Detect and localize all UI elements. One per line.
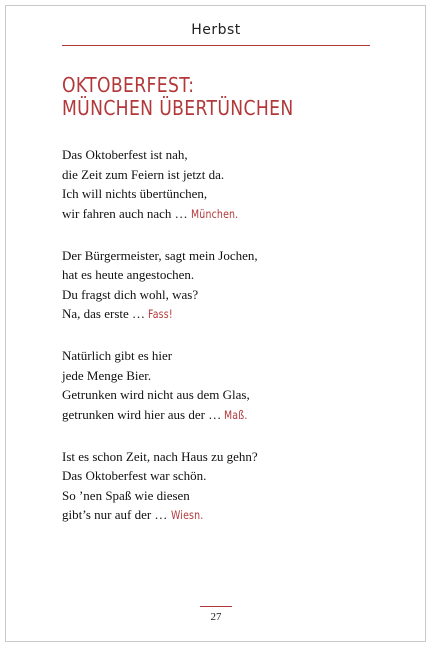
poem-line: Getrunken wird nicht aus dem Glas, (62, 387, 250, 402)
poem-line: Ich will nichts übertünchen, (62, 186, 208, 201)
poem-line-text: gibt’s nur auf der … (62, 507, 168, 522)
rhyme-word: Wiesn. (170, 508, 204, 522)
poem-title (62, 74, 294, 120)
poem-line: die Zeit zum Feiern ist jetzt da. (62, 166, 225, 182)
poem-line: Du fragst dich wohl, was? (62, 286, 199, 302)
stanza-1 (62, 145, 392, 224)
poem-line-text: wir fahren auch nach … (62, 205, 188, 221)
chapter-header: Herbst (191, 22, 241, 38)
stanza-3 (62, 346, 392, 425)
poem-line: Der Bürgermeister, sagt mein Jochen, (62, 247, 258, 263)
poem-line: jede Menge Bier. (62, 367, 152, 383)
poem-line: Ist es schon Zeit, nach Haus zu gehn? (62, 448, 258, 464)
rhyme-word: München. (190, 206, 239, 221)
poem-line-last (62, 304, 392, 325)
poem-line: So ’nen Spaß wie diesen (62, 487, 190, 503)
rhyme-word: Maß. (224, 407, 248, 422)
poem-line-text: getrunken wird hier aus der … (62, 406, 222, 422)
stanza-2 (62, 246, 392, 325)
footer-divider (200, 606, 232, 607)
poem-line-text: Na, das erste … (62, 306, 146, 321)
poem-line-last (62, 204, 392, 225)
poem-line-last (62, 405, 392, 426)
poem-line: hat es heute angestochen. (62, 267, 195, 282)
poem-line: Das Oktoberfest war schön. (62, 468, 207, 483)
poem-title-line-2: MÜNCHEN ÜBERTÜNCHEN (62, 96, 294, 120)
poem-body (62, 145, 392, 547)
header-divider (62, 45, 370, 46)
stanza-4 (62, 447, 392, 526)
poem-line: Das Oktoberfest ist nah, (62, 147, 188, 162)
page-number: 27 (210, 611, 222, 623)
poem-line-last (62, 505, 392, 526)
rhyme-word: Fass! (148, 307, 174, 321)
poem-line: Natürlich gibt es hier (62, 348, 173, 363)
poem-title-line-1: OKTOBERFEST: (62, 73, 195, 97)
